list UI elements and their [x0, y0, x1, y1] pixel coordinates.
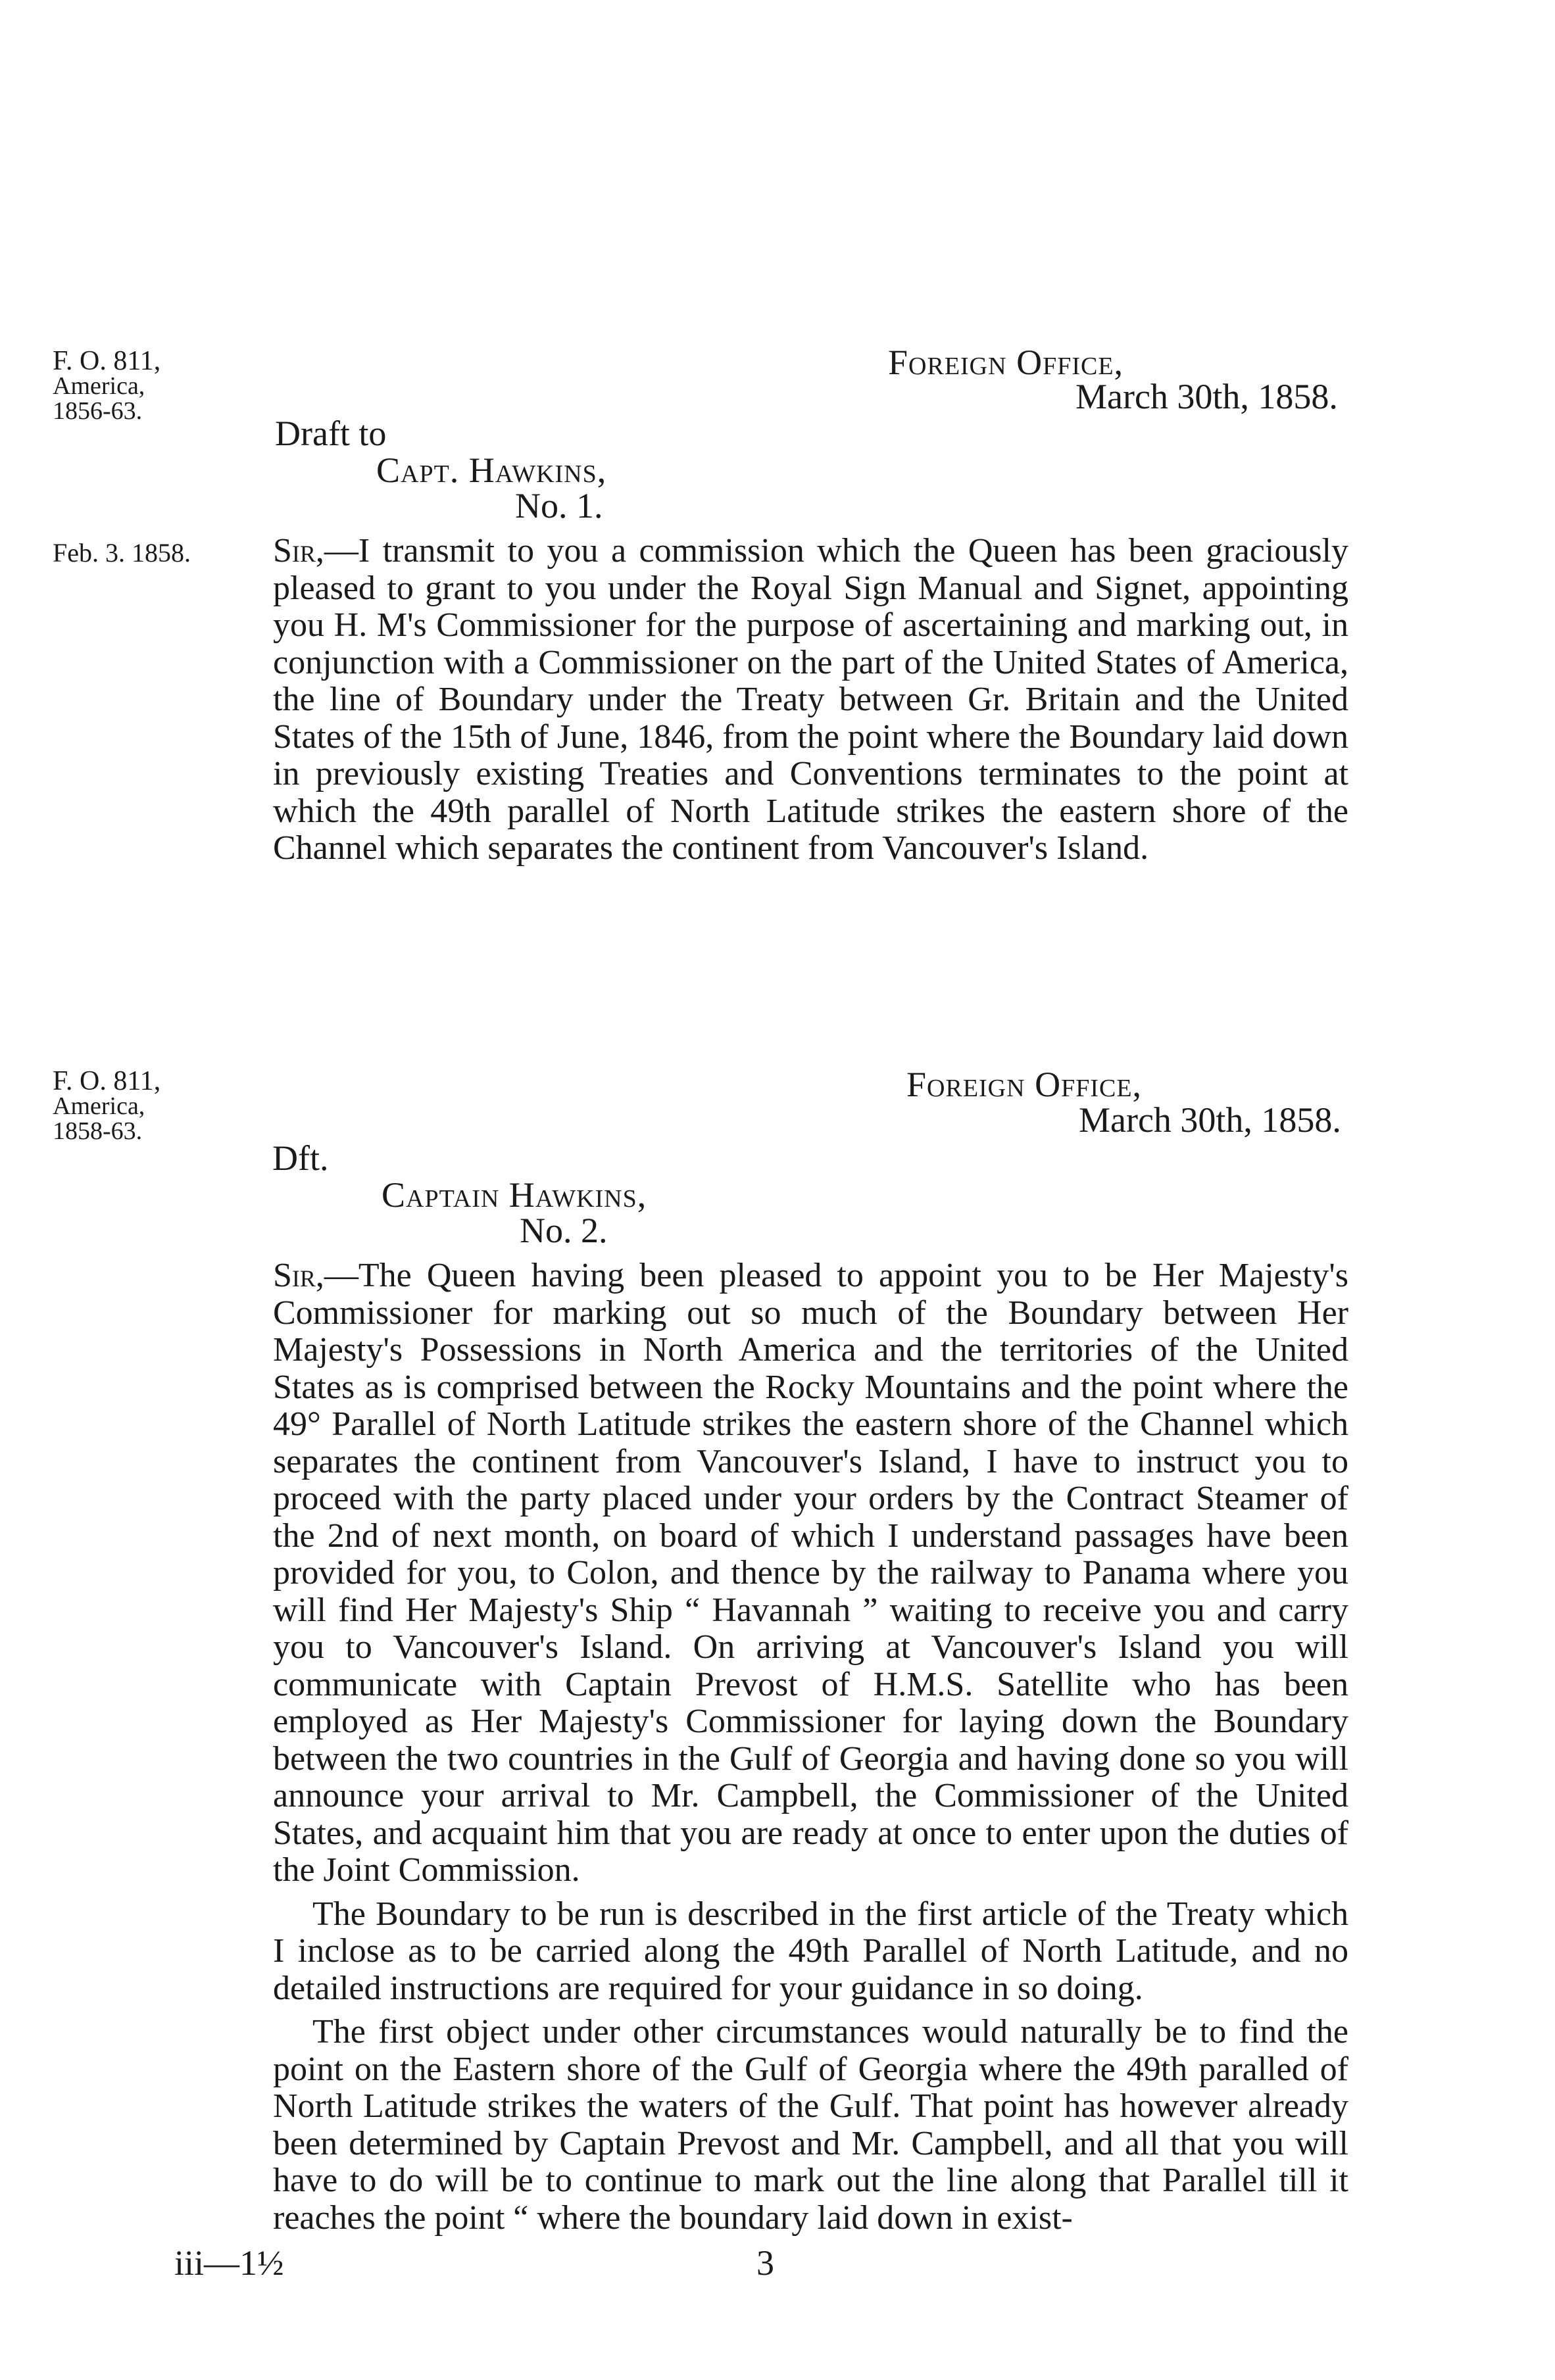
letter-2-body [273, 1257, 1348, 2237]
signature-mark: iii—1½ [174, 2243, 284, 2283]
addressee: Captain Hawkins, [382, 1175, 647, 1215]
salutation: Sir, [273, 1257, 324, 1294]
body-text: —I transmit to you a commission which the Queen has been graciously pleased to grant to you under the Royal Sign Manual and Signet, appointing you H. M's Commissioner for the purpose of ascertaining and marking out, in conjunction with a Commissioner on the part of the United States of America, the line of Boundary under the Treaty between Gr. Britain and the United States of the 15th of June, 1846, from the point where the Boundary laid down in previously existing Treaties and Conventions terminates to the point at which the 49th parallel of North Latitude strikes the eastern shore of the Channel which separates the continent from Vancouver's Island. [273, 532, 1348, 867]
letter-number: No. 1. [515, 486, 603, 525]
margin-reference-2 [53, 1066, 161, 1145]
body-text: —The Queen having been pleased to appoint you to be Her Majesty's Commissioner for marking out so much of the Boundary between Her Majesty's Possessions in North America and the territories of the United States as is comprised between the Rocky Mountains and the point where the 49° Parallel of North Latitude strikes the eastern shore of the Channel which separates the continent from Vancouver's Island, I have to instruct you to proceed with the party placed under your orders by the Contract Steamer of the 2nd of next month, on board of which I understand passages have been provided for you, to Colon, and thence by the railway to Panama where you will find Her Majesty's Ship “ Havannah ” waiting to receive you and carry you to Vancouver's Island. On arriving at Vancouver's Island you will communicate with Captain Prevost of H.M.S. Satellite who has been employed as Her Majesty's Commissioner for laying down the Boundary between the two countries in the Gulf of Georgia and having done so you will announce your arrival to Mr. Campbell, the Commissioner of the United States, and acquaint him that you are ready at once to enter upon the duties of the Joint Commission. [273, 1257, 1348, 1889]
margin-ref-line: F. O. 811, [53, 346, 161, 376]
margin-ref-line: F. O. 811, [53, 1066, 161, 1096]
salutation: Sir, [273, 532, 324, 570]
page-number: 3 [756, 2243, 774, 2283]
letter-date: March 30th, 1858. [1075, 377, 1338, 416]
paragraph: The first object under other circumstances would naturally be to find the point on the Eastern shore of the Gulf of Georgia where the 49th paralled of North Latitude strikes the waters of the Gulf. That point has however already been determined by Captain Prevost and Mr. Campbell, and all that you will have to do will be to continue to mark out the line along that Parallel till it reaches the point “ where the boundary laid down in exist- [273, 2013, 1348, 2237]
office-heading: Foreign Office, [906, 1065, 1143, 1104]
addressee: Capt. Hawkins, [376, 450, 607, 490]
office-heading: Foreign Office, [888, 343, 1124, 382]
margin-ref-line: America, [53, 372, 145, 400]
paragraph [273, 1257, 1348, 1889]
draft-label: Draft to [275, 414, 387, 453]
draft-label: Dft. [272, 1138, 329, 1178]
letter-1-body [273, 533, 1348, 867]
paragraph [273, 533, 1348, 867]
margin-ref-line: America, [53, 1092, 145, 1120]
margin-reference-1 [53, 346, 161, 425]
letter-date: March 30th, 1858. [1079, 1100, 1341, 1140]
margin-ref-line: 1856-63. [53, 397, 143, 425]
letter-number: No. 2. [520, 1211, 608, 1250]
margin-date: Feb. 3. 1858. [53, 538, 191, 568]
margin-ref-line: 1858-63. [53, 1117, 143, 1145]
paragraph: The Boundary to be run is described in the first article of the Treaty which I inclose as to be carried along the 49th Parallel of North Latitude, and no detailed instructions are required for your guidance in so doing. [273, 1895, 1348, 2007]
